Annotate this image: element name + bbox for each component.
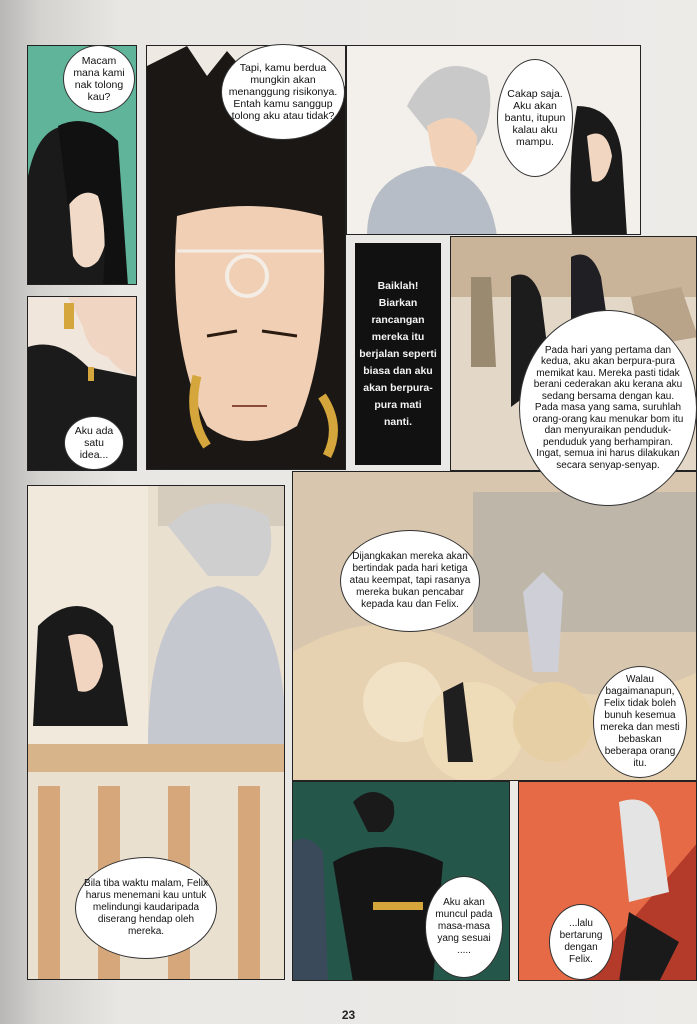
speech-bubble-10: ...lalu bertarung dengan Felix. <box>549 904 613 980</box>
panel-felix-woman <box>346 45 641 235</box>
speech-bubble-8: Bila tiba waktu malam, Felix harus menemani kau untuk melindungi kaudaripada diserang hendap oleh mereka. <box>75 857 217 959</box>
narration-caption: Baiklah! Biarkan rancangan mereka itu berjalan seperti biasa dan aku akan berpura-pura mati nanti. <box>355 243 441 465</box>
page-number: 23 <box>341 1008 356 1022</box>
speech-bubble-1: Macam mana kami nak tolong kau? <box>63 45 135 113</box>
felix-figure-icon <box>347 46 641 235</box>
speech-bubble-5: Pada hari yang pertama dan kedua, aku akan berpura-pura memikat kau. Mereka pasti tidak berani cederakan aku kerana aku sedang bersama dengan kau. Pada masa yang sama, suruhlah orang-orang kau menukar bom itu dan menyuraikan penduduk-penduduk yang berhampiran. Ingat, semua ini harus dilakukan secara senyap-senyap. <box>519 310 697 506</box>
speech-bubble-3: Cakap saja. Aku akan bantu, itupun kalau aku mampu. <box>497 59 573 177</box>
speech-bubble-4: Aku ada satu idea... <box>64 416 124 470</box>
speech-bubble-6: Dijangkakan mereka akan bertindak pada hari ketiga atau keempat, tapi rasanya mereka bukan pencabar kepada kau dan Felix. <box>340 530 480 632</box>
speech-bubble-2: Tapi, kamu berdua mungkin akan menanggung risikonya. Entah kamu sanggup tolong aku atau tidak? <box>221 44 345 140</box>
speech-bubble-7: Walau bagaimanapun, Felix tidak boleh bunuh kesemua mereka dan mesti bebaskan beberapa orang itu. <box>593 666 687 778</box>
speech-bubble-9: Aku akan muncul pada masa-masa yang sesuai ..... <box>425 876 503 978</box>
